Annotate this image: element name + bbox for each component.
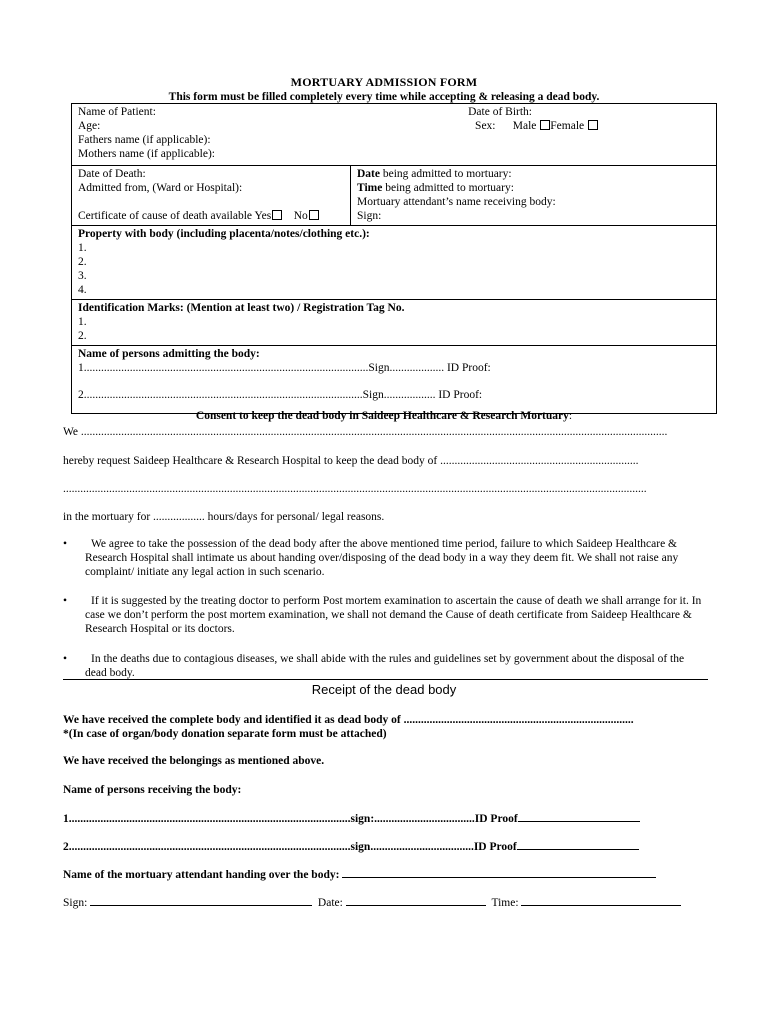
receiving-person-2: 2..................................................................................................sign....................................ID Proof [63, 841, 517, 853]
certificate-no-checkbox[interactable] [309, 210, 319, 220]
attendant-handing-label: Name of the mortuary attendant handing over the body: [63, 869, 340, 881]
male-label: Male [512, 120, 537, 132]
property-item: 1. [78, 242, 87, 254]
identification-heading: Identification Marks: (Mention at least two) / Registration Tag No. [78, 302, 405, 314]
certificate-label: Certificate of cause of death available Yes [78, 210, 272, 222]
consent-bullet-2 [63, 594, 713, 636]
attendant-sign-label: Sign: [357, 210, 382, 222]
consent-request-line: hereby request Saideep Healthcare & Research Hospital to keep the dead body of ..................................................................... [63, 455, 639, 467]
identification-item: 1. [78, 316, 87, 328]
bullet-text: In the deaths due to contagious diseases, we shall abide with the rules and guidelines set by government about the disposal of the dead body. [85, 653, 685, 679]
certificate-yes-checkbox[interactable] [272, 210, 282, 220]
sex-label: Sex: [475, 120, 496, 132]
admission-table [71, 103, 717, 414]
consent-we-line: We ............................................................................................................................................................................................................ [63, 426, 668, 438]
attendant-receiving-label: Mortuary attendant’s name receiving body: [357, 196, 556, 208]
identification-row [72, 300, 717, 346]
female-label: Female [550, 120, 585, 132]
date-of-death-label: Date of Death: [78, 168, 146, 180]
receipt-organ-note: *(In case of organ/body donation separate form must be attached) [63, 728, 387, 740]
male-checkbox[interactable] [540, 120, 550, 130]
consent-bullet-3 [63, 652, 713, 680]
section-divider [63, 679, 708, 680]
consent-heading [0, 409, 768, 423]
receipt-receiving-heading: Name of persons receiving the body: [63, 784, 242, 796]
father-name-label: Fathers name (if applicable): [78, 134, 211, 146]
patient-row [72, 104, 717, 166]
bullet-dot: • [63, 538, 68, 550]
consent-colon: : [568, 410, 573, 422]
receipt-received-line: We have received the complete body and identified it as dead body of ................................................................................ [63, 714, 634, 726]
admit-date-bold: Date [357, 168, 380, 180]
consent-dots-line: ........................................................................................................................................................................................................... [63, 483, 647, 495]
admitting-person-1: 1...................................................................................................Sign................... ID Proof: [78, 362, 491, 374]
final-time-line[interactable] [521, 895, 681, 906]
admit-time-label: being admitted to mortuary: [382, 182, 514, 194]
id-proof-line-1[interactable] [518, 811, 640, 822]
consent-mortuary-line: in the mortuary for .................. hours/days for personal/ legal reasons. [63, 511, 385, 523]
receipt-belongings-line: We have received the belongings as mentioned above. [63, 755, 325, 767]
attendant-handing-row [63, 867, 723, 882]
final-sign-row [63, 895, 713, 910]
certificate-no-label: No [293, 210, 308, 222]
bullet-dot: • [63, 653, 68, 665]
receiving-person-1-row [63, 811, 723, 826]
bullet-text: If it is suggested by the treating doctor to perform Post mortem examination to ascertain the cause of death we shall arrange for it. In case we don’t perform the post mortem examination, we shall not demand the Cause of death certificate from Saideep Healthcare & Research Hospital or its doctors. [85, 595, 702, 635]
form-subtitle: This form must be filled completely every time while accepting & releasing a dead body. [168, 91, 600, 103]
admit-date-label: being admitted to mortuary: [380, 168, 512, 180]
final-time-label: Time: [491, 897, 519, 909]
bullet-text: We agree to take the possession of the dead body after the above mentioned time period, failure to which Saideep Healthcare & Research Hospital shall intimate us about handing over/disposing of the dead body in a way they deem fit. We shall not raise any complaint/ initiate any legal action in such scenario. [85, 538, 679, 578]
property-heading: Property with body (including placenta/notes/clothing etc.): [78, 228, 370, 240]
consent-bullet-1 [63, 537, 713, 579]
patient-name-label: Name of Patient: [78, 106, 156, 118]
receiving-person-1: 1..................................................................................................sign:...................................ID Proof [63, 813, 518, 825]
final-date-label: Date: [317, 897, 343, 909]
bullet-dot: • [63, 595, 68, 607]
receiving-person-2-row [63, 839, 723, 854]
admit-time-bold: Time [357, 182, 383, 194]
admitting-row [72, 346, 717, 414]
admitted-from-label: Admitted from, (Ward or Hospital): [78, 182, 243, 194]
id-proof-line-2[interactable] [517, 839, 639, 850]
identification-item: 2. [78, 330, 87, 342]
age-label: Age: [78, 120, 101, 132]
final-date-line[interactable] [346, 895, 486, 906]
receipt-title: Receipt of the dead body [311, 682, 457, 697]
form-title: MORTUARY ADMISSION FORM [290, 75, 478, 89]
final-sign-line[interactable] [90, 895, 312, 906]
attendant-handing-line[interactable] [342, 867, 656, 878]
female-checkbox[interactable] [588, 120, 598, 130]
property-row [72, 226, 717, 300]
property-item: 2. [78, 256, 87, 268]
death-row [72, 166, 717, 226]
property-item: 3. [78, 270, 87, 282]
property-item: 4. [78, 284, 87, 296]
consent-title: Consent to keep the dead body in Saideep Healthcare & Research Mortuary [195, 410, 569, 422]
admitting-person-2: 2.................................................................................................Sign.................. ID Proof: [78, 389, 483, 401]
mother-name-label: Mothers name (if applicable): [78, 148, 215, 160]
admitting-heading: Name of persons admitting the body: [78, 348, 260, 360]
dob-label: Date of Birth: [468, 106, 532, 118]
final-sign-label: Sign: [63, 897, 88, 909]
